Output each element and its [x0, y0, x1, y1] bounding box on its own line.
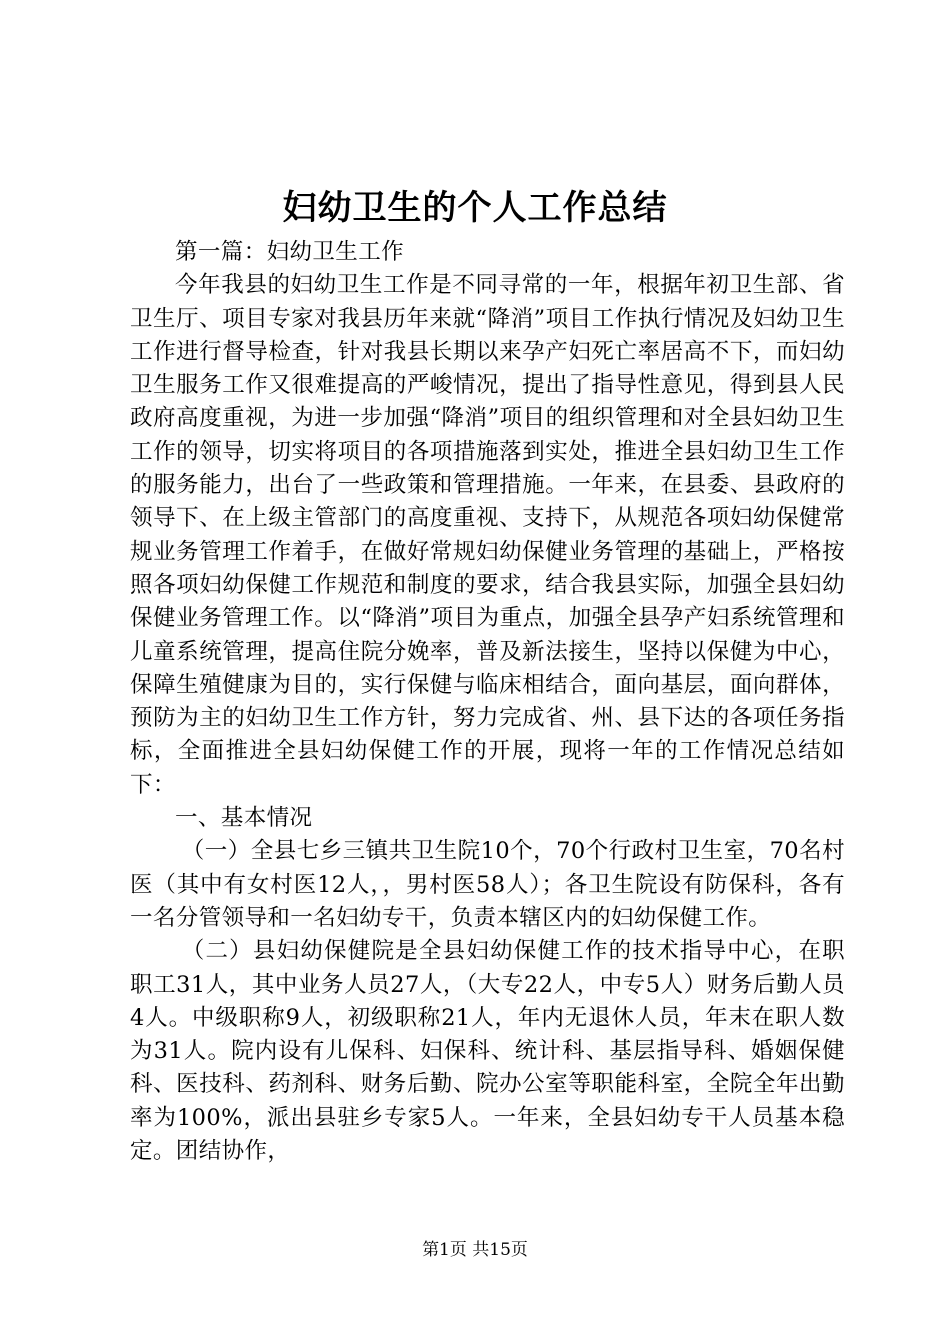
subsection-heading: 一、基本情况: [175, 805, 313, 832]
body-paragraph: （二）县妇幼保健院是全县妇幼保健工作的技术指导中心，在职职工31人，其中业务人员27人，（大专22人，中专5人）财务后勤人员4人。中级职称9人，初级职称21人，年内无退休人员，年末在职人数为31人。院内设有儿保科、妇保科、统计科、基层指导科、婚姻保健科、医技科、药剂科、财务后勤、院办公室等职能科室，全院全年出勤率为100%，派出县驻乡专家5人。一年来，全县妇幼专干人员基本稳定。团结协作，: [130, 938, 845, 1165]
body-paragraph: （一）全县七乡三镇共卫生院10个，70个行政村卫生室，70名村医（其中有女村医12人，，男村医58人）；各卫生院设有防保科，各有一名分管领导和一名妇幼专干，负责本辖区内的妇幼保健工作。: [130, 838, 845, 931]
section-heading: 第一篇：妇幼卫生工作: [175, 239, 405, 265]
document-title: 妇幼卫生的个人工作总结: [282, 188, 668, 228]
page-number-footer: 第1页 共15页: [422, 1240, 528, 1260]
document-body: [130, 236, 845, 1168]
body-paragraph: 今年我县的妇幼卫生工作是不同寻常的一年，根据年初卫生部、省卫生厅、项目专家对我县历年来就“降消”项目工作执行情况及妇幼卫生工作进行督导检查，针对我县长期以来孕产妇死亡率居高不下，而妇幼卫生服务工作又很难提高的严峻情况，提出了指导性意见，得到县人民政府高度重视，为进一步加强“降消”项目的组织管理和对全县妇幼卫生工作的领导，切实将项目的各项措施落到实处，推进全县妇幼卫生工作的服务能力，出台了一些政策和管理措施。一年来，在县委、县政府的领导下、在上级主管部门的高度重视、支持下，从规范各项妇幼保健常规业务管理工作着手，在做好常规妇幼保健业务管理的基础上，严格按照各项妇幼保健工作规范和制度的要求，结合我县实际，加强全县妇幼保健业务管理工作。以“降消”项目为重点，加强全县孕产妇系统管理和儿童系统管理，提高住院分娩率，普及新法接生，坚持以保健为中心，保障生殖健康为目的，实行保健与临床相结合，面向基层，面向群体，预防为主的妇幼卫生工作方针，努力完成省、州、县下达的各项任务指标，全面推进全县妇幼保健工作的开展，现将一年的工作情况总结如下：: [130, 272, 845, 798]
